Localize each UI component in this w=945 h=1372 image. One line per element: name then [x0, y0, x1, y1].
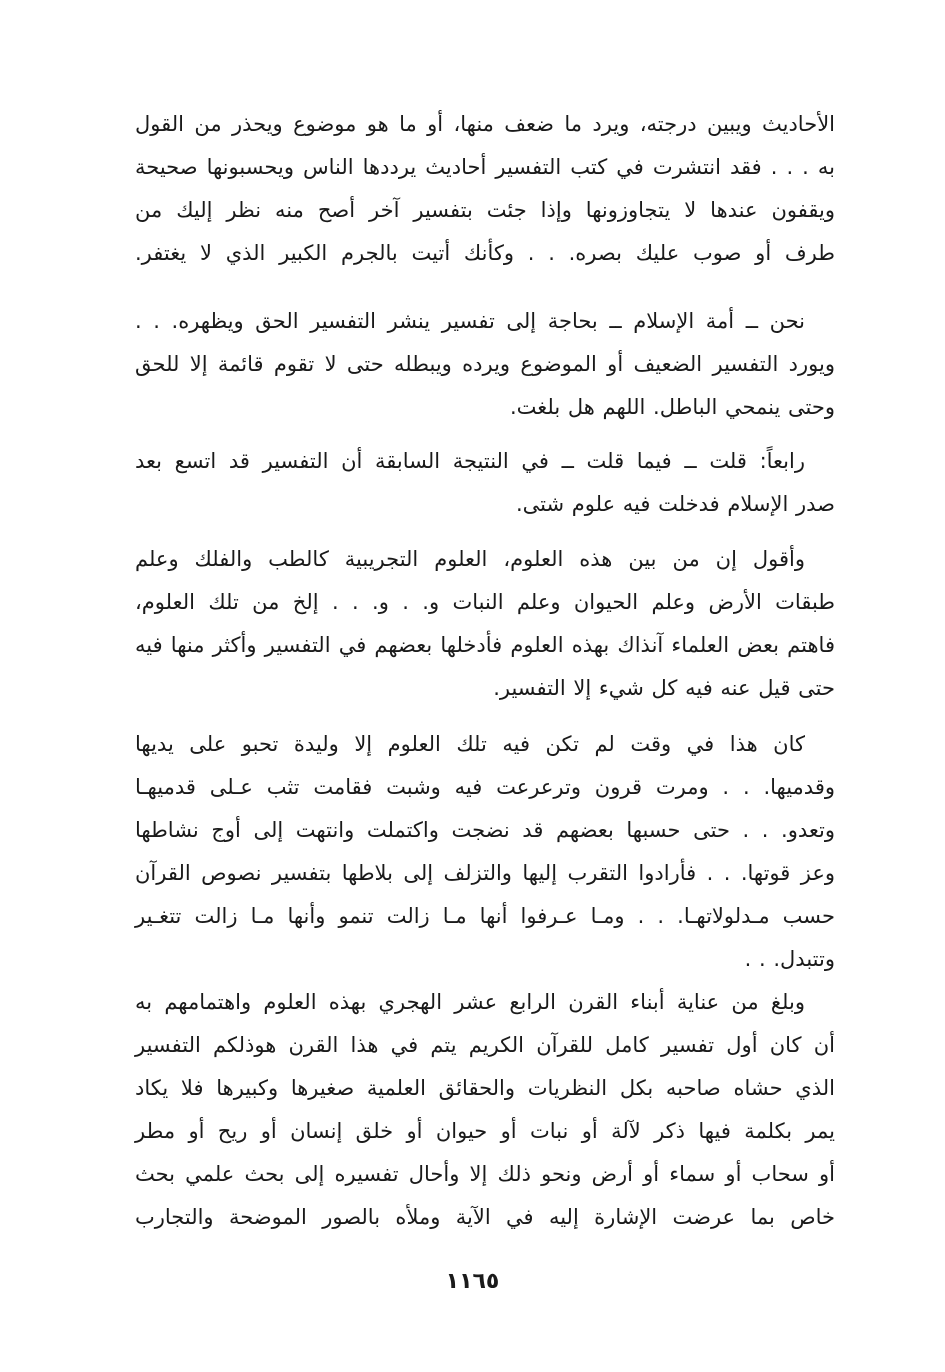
- text-line: حتى قيل عنه فيه كل شيء إلا التفسير.: [493, 676, 835, 700]
- text-line: وعز قوتها. . . فأرادوا التقرب إليها والتزلف إلى بلاطها بتفسير نصوص القرآن: [135, 861, 835, 885]
- page-number: ١١٦٥: [445, 1269, 500, 1294]
- text-line: وحتى ينمحي الباطل. اللهم هل بلغت.: [509, 395, 835, 419]
- text-line: وتعدو. . . حتى حسبها بعضهم قد نضجت واكتملت وانتهت إلى أوج نشاطها: [135, 818, 835, 842]
- text-line: طبقات الأرض وعلم الحيوان وعلم النبات و. . و. . . إلخ من تلك العلوم،: [135, 590, 835, 614]
- text-line: وقدميها. . . ومرت قرون وترعرعت فيه وشبت فقامت تثب عـلى قدميهـا: [135, 775, 835, 799]
- paragraph: [135, 300, 835, 429]
- text-line: نحن ــ أمة الإسلام ــ بحاجة إلى تفسير ينشر التفسير الحق ويظهره. . .: [135, 309, 805, 333]
- text-line: ويورد التفسير الضعيف أو الموضوع ويرده ويبطله حتى لا تقوم قائمة إلا للحق: [135, 352, 835, 376]
- text-line: يمر بكلمة فيها ذكر لآلة أو نبات أو حيوان أو خلق إنسان أو ريح أو مطر: [135, 1119, 835, 1143]
- text-line: به . . . فقد انتشرت في كتب التفسير أحاديث يرددها الناس ويحسبونها صحيحة: [135, 155, 835, 179]
- text-line: وتتبدل. . .: [744, 947, 835, 971]
- text-line: ويقفون عندها لا يتجاوزونها وإذا جئت بتفسير آخر أصح منه نظر إليك من: [135, 198, 835, 222]
- paragraph: [135, 538, 835, 710]
- paragraph: [135, 981, 835, 1239]
- text-line: حسب مـدلولاتهـا. . . ومـا عـرفوا أنها مـا زالت تنمو وأنها مـا زالت تتغـير: [135, 904, 835, 928]
- text-line: وبلغ من عناية أبناء القرن الرابع عشر الهجري بهذه العلوم واهتمامهم به: [135, 990, 805, 1014]
- text-line: أو سحاب أو سماء أو أرض ونحو ذلك إلا وأحال تفسيره إلى بحث علمي بحث: [135, 1162, 835, 1186]
- text-line: أن كان أول تفسير كامل للقرآن الكريم يتم في هذا القرن هوذلكم التفسير: [135, 1033, 835, 1057]
- text-line: خاص بما عرضت الإشارة إليه في الآية وملأه بالصور الموضحة والتجارب: [135, 1205, 835, 1229]
- text-line: وأقول إن من بين هذه العلوم، العلوم التجريبية كالطب والفلك وعلم: [135, 547, 805, 571]
- page-text-block: [135, 0, 835, 1260]
- paragraph: [135, 440, 835, 526]
- text-line: صدر الإسلام فدخلت فيه علوم شتى.: [515, 492, 835, 516]
- text-line: الأحاديث ويبين درجته، ويرد ما ضعف منها، أو ما هو موضوع ويحذر من القول: [135, 112, 835, 136]
- paragraph: [135, 103, 835, 275]
- text-line: رابعاً: قلت ــ فيما قلت ــ في النتيجة السابقة أن التفسير قد اتسع بعد: [135, 449, 805, 473]
- text-line: الذي حشاه صاحبه بكل النظريات والحقائق العلمية صغيرها وكبيرها فلا يكاد: [135, 1076, 835, 1100]
- text-line: كان هذا في وقت لم تكن فيه تلك العلوم إلا وليدة تحبو على يديها: [135, 732, 805, 756]
- text-line: فاهتم بعض العلماء آنذاك بهذه العلوم فأدخلها بعضهم في التفسير وأكثر منها فيه: [135, 633, 835, 657]
- paragraph: [135, 723, 835, 981]
- text-line: طرف أو صوب عليك بصره. . . وكأنك أتيت بالجرم الكبير الذي لا يغتفر.: [135, 241, 835, 265]
